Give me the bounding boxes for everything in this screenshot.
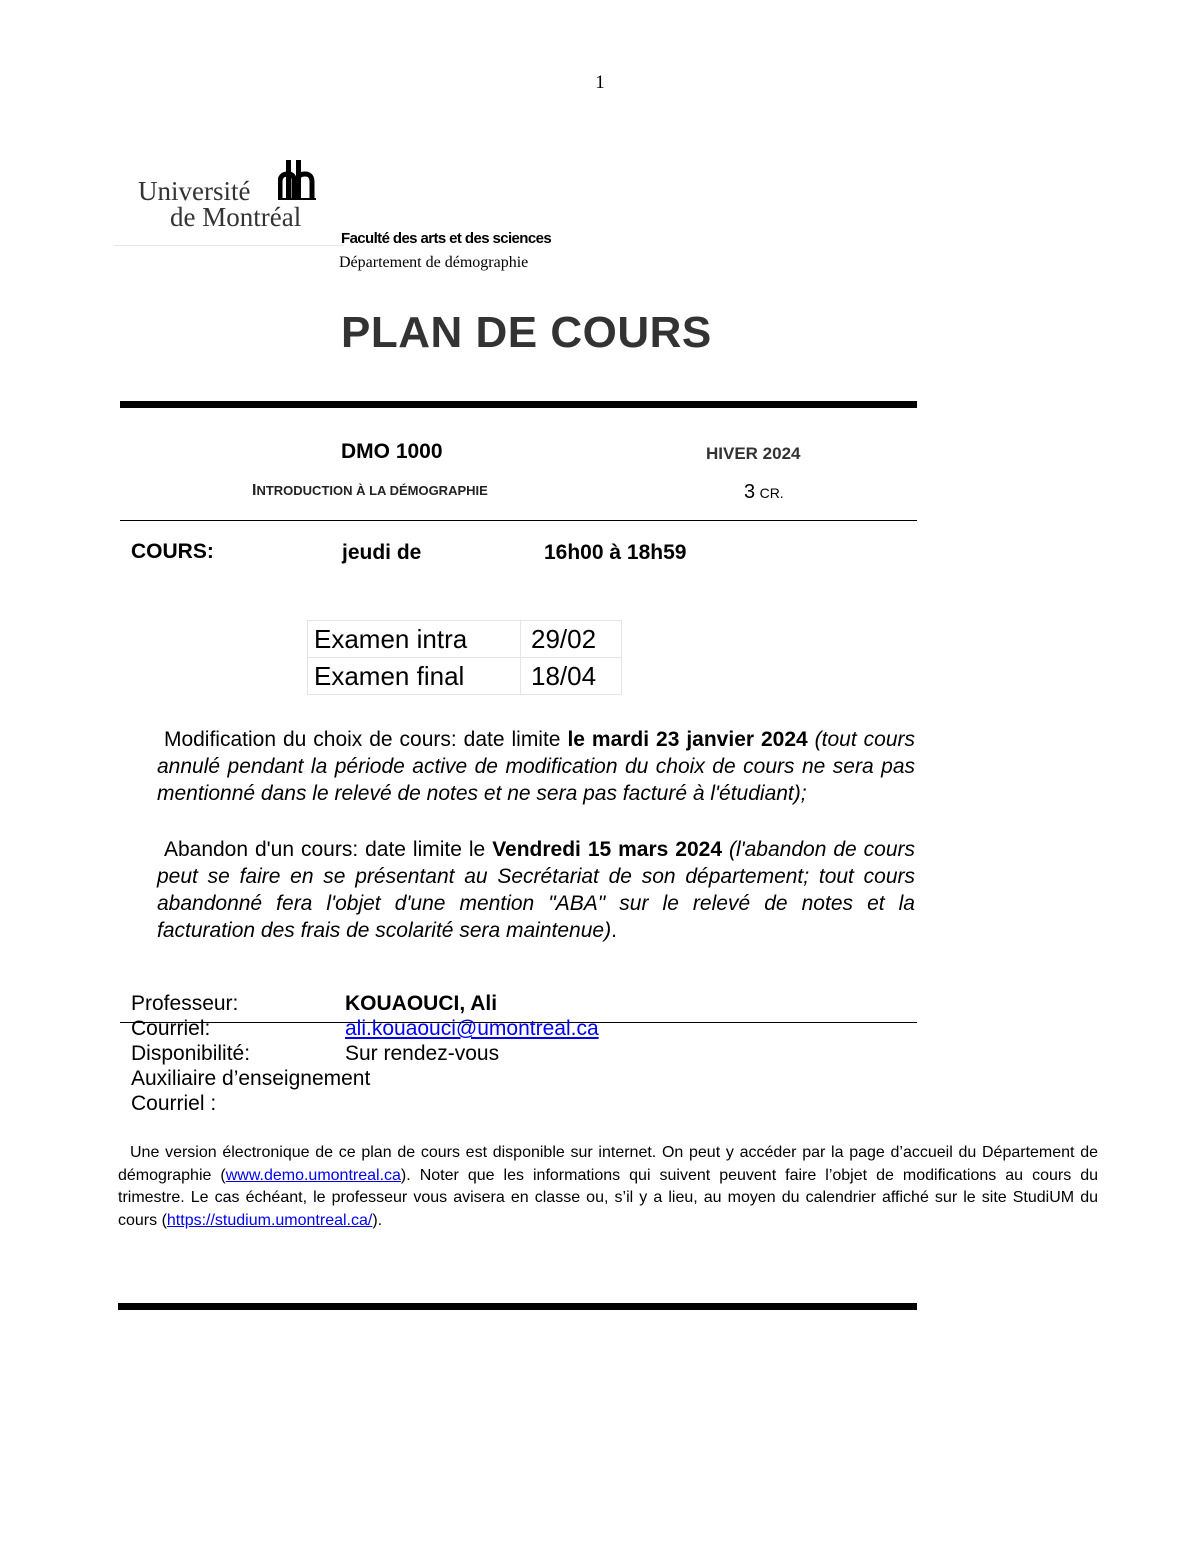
schedule-day: jeudi de — [342, 541, 422, 564]
modification-lead: Modification du choix de cours: date limite — [163, 728, 568, 751]
page-number: 1 — [595, 72, 605, 93]
abandon-deadline: Vendredi 15 mars 2024 — [492, 838, 723, 861]
course-name-rest: NTRODUCTION À LA DÉMOGRAPHIE — [256, 483, 488, 498]
demo-website-link[interactable]: www.demo.umontreal.ca — [225, 1166, 401, 1184]
udem-emblem-icon — [278, 158, 320, 202]
modification-note: (tout cours annulé pendant la période active de modification du choix de cours ne sera pas mentionné dans le relevé de notes et ne sera pas facturé à l'étudiant); — [157, 728, 915, 805]
footnote-text-2: ). Noter que les informations qui suivent peuvent faire l’objet de modifications au cours du trimestre. Le cas échéant, le professeur vous avisera en classe ou, s’il y a lieu, au moyen du calendrier affiché sur le site StudiUM du cours ( — [118, 1166, 1099, 1229]
course-credits — [744, 481, 784, 504]
exam-dates-table — [307, 620, 622, 695]
table-row — [308, 621, 622, 658]
abandon-end: . — [611, 919, 617, 942]
exam-label: Examen final — [308, 658, 521, 695]
title-divider — [120, 401, 917, 408]
modification-deadline: le mardi 23 janvier 2024 — [567, 728, 808, 751]
course-session: HIVER 2024 — [706, 444, 801, 463]
footnote-text-1: Une version électronique de ce plan de cours est disponible sur internet. On peut y accéder par la page d’accueil du Département de démographie ( — [118, 1144, 1098, 1184]
exam-date: 18/04 — [521, 658, 622, 695]
course-name — [252, 482, 488, 500]
course-divider — [120, 520, 917, 521]
email-label: Courriel: — [131, 1017, 211, 1040]
credits-number: 3 — [744, 481, 756, 503]
professor-email-link[interactable]: ali.kouaouci@umontreal.ca — [345, 1017, 599, 1040]
schedule-label: COURS: — [131, 540, 214, 563]
exam-label: Examen intra — [308, 621, 521, 658]
abandon-note: (l'abandon de cours peut se faire en se présentant au Secrétariat de son département; tout cours abandonné fera l'objet d'une mention "ABA" sur le relevé de notes et la facturation des frais de scolarité sera maintenue) — [157, 838, 915, 942]
professor-name: KOUAOUCI, Ali — [345, 992, 498, 1015]
footnote-text-3: ). — [372, 1211, 383, 1229]
availability-value: Sur rendez-vous — [345, 1042, 500, 1065]
assistant-label: Auxiliaire d’enseignement — [131, 1067, 371, 1090]
header-divider — [114, 245, 344, 246]
department-name: Département de démographie — [339, 254, 529, 271]
bottom-divider — [118, 1303, 917, 1310]
availability-label: Disponibilité: — [131, 1042, 251, 1065]
university-logo — [136, 158, 326, 232]
assistant-email-label: Courriel : — [131, 1092, 217, 1115]
exam-date: 29/02 — [521, 621, 622, 658]
abandon-paragraph — [157, 836, 915, 944]
schedule-time: 16h00 à 18h59 — [544, 541, 687, 564]
logo-line-2: de Montréal — [170, 202, 302, 232]
credits-unit: CR. — [759, 485, 784, 501]
modification-paragraph — [157, 726, 915, 807]
faculty-name: Faculté des arts et des sciences — [341, 230, 552, 247]
course-name-initial: I — [252, 482, 257, 499]
course-code: DMO 1000 — [341, 440, 443, 463]
page-title: PLAN DE COURS — [341, 308, 712, 357]
abandon-lead: Abandon d'un cours: date limite le — [163, 838, 493, 861]
logo-line-1: Université — [138, 176, 251, 206]
professor-label: Professeur: — [131, 992, 239, 1015]
table-row — [308, 658, 622, 695]
footnote-paragraph — [118, 1142, 1098, 1232]
studium-link[interactable]: https://studium.umontreal.ca/ — [166, 1211, 373, 1229]
